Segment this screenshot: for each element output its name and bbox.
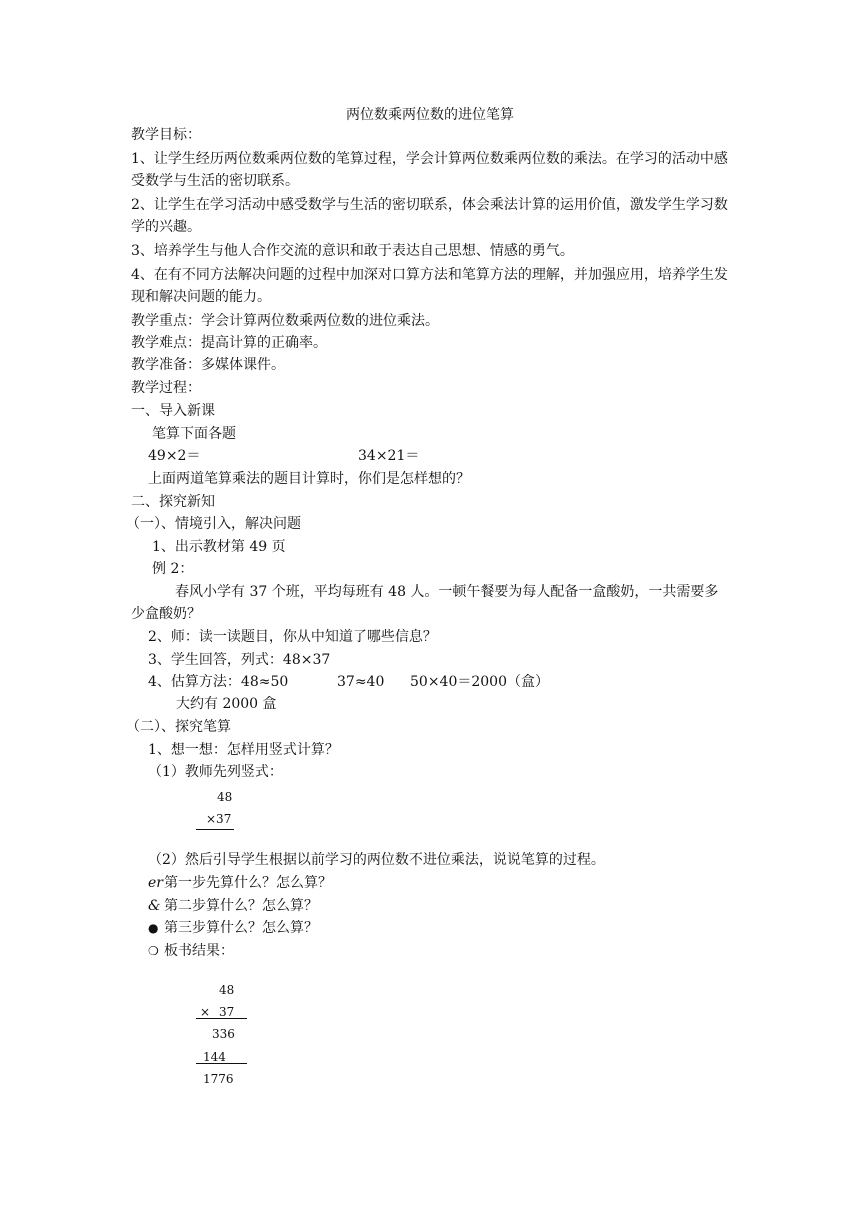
part1-example-text: 春风小学有 37 个班，平均每班有 48 人。一顿午餐要为每人配备一盒酸奶，一共需要多少盒酸奶？ bbox=[131, 584, 719, 622]
bullet-item-1 bbox=[148, 872, 332, 894]
section1-heading: 一、导入新课 bbox=[131, 403, 215, 419]
bullet-2-icon: & bbox=[148, 898, 161, 914]
vertical2-partial1: 336 bbox=[212, 1027, 235, 1041]
part2-think: 1、想一想：怎样用竖式计算？ bbox=[148, 742, 339, 758]
part1-step4-b: 50×40＝2000（盒） bbox=[410, 674, 549, 690]
part2-teacher-write: （1）教师先列竖式： bbox=[148, 764, 283, 780]
section1-prompt: 笔算下面各题 bbox=[152, 426, 236, 442]
vertical1-top: 48 bbox=[217, 790, 233, 804]
goals-heading: 教学目标： bbox=[131, 127, 201, 143]
bullet-item-4 bbox=[148, 940, 234, 962]
bullet-1-text: 第一步先算什么？怎么算？ bbox=[164, 875, 332, 891]
preparation: 教学准备：多媒体课件。 bbox=[131, 357, 285, 373]
process-heading: 教学过程： bbox=[131, 380, 201, 396]
bullet-4-text: 板书结果： bbox=[164, 943, 234, 959]
part2-heading: （二）、探究笔算 bbox=[126, 719, 231, 735]
bullet-item-2 bbox=[148, 895, 318, 917]
goal-item-2: 2、让学生在学习活动中感受数学与生活的密切联系，体会乘法计算的运用价值，激发学生学习数学的兴趣。 bbox=[131, 197, 728, 235]
goal-item-4: 4、在有不同方法解决问题的过程中加深对口算方法和笔算方法的理解，并加强应用，培养学生发现和解决问题的能力。 bbox=[131, 267, 728, 305]
bullet-1-icon: er bbox=[148, 875, 163, 891]
bullet-3-text: 第三步算什么？怎么算？ bbox=[164, 920, 318, 936]
vertical2-times-sign: × bbox=[200, 1005, 211, 1019]
key-point: 教学重点：学会计算两位数乘两位数的进位乘法。 bbox=[131, 313, 439, 329]
part1-step2: 2、师：读一读题目，你从中知道了哪些信息？ bbox=[148, 629, 437, 645]
section1-expr1: 49×2＝ bbox=[148, 448, 201, 464]
vertical2-result: 1776 bbox=[203, 1072, 234, 1086]
part2-guide: （2）然后引导学生根据以前学习的两位数不进位乘法，说说笔算的过程。 bbox=[148, 852, 605, 868]
section2-heading: 二、探究新知 bbox=[131, 494, 215, 510]
bullet-item-3 bbox=[148, 917, 318, 939]
part1-heading: （一）、情境引入，解决问题 bbox=[126, 516, 301, 532]
goal-item-3: 3、培养学生与他人合作交流的意识和敢于表达自己思想、情感的勇气。 bbox=[131, 243, 574, 259]
vertical2-partial2: 144 bbox=[203, 1050, 226, 1064]
difficulty: 教学难点：提高计算的正确率。 bbox=[131, 335, 327, 351]
vertical2-multiplier: 37 bbox=[219, 1005, 235, 1019]
bullet-4-icon: ❍ bbox=[148, 944, 159, 958]
vertical2-rule-1 bbox=[196, 1018, 247, 1019]
vertical2-rule-2 bbox=[196, 1063, 247, 1064]
section1-question: 上面两道笔算乘法的题目计算时，你们是怎样想的？ bbox=[148, 471, 470, 487]
part1-example-label: 例 2： bbox=[152, 561, 194, 577]
bullet-3-icon: ● bbox=[148, 921, 159, 935]
part1-step3: 3、学生回答，列式：48×37 bbox=[148, 652, 331, 668]
vertical1-rule bbox=[196, 829, 234, 830]
goal-item-1: 1、让学生经历两位数乘两位数的笔算过程，学会计算两位数乘两位数的乘法。在学习的活动中感受数学与生活的密切联系。 bbox=[131, 151, 728, 189]
vertical2-top: 48 bbox=[219, 983, 235, 997]
vertical1-bottom: ×37 bbox=[206, 812, 232, 826]
document-title: 两位数乘两位数的进位笔算 bbox=[346, 107, 514, 123]
part1-step1: 1、出示教材第 49 页 bbox=[152, 539, 286, 555]
part1-step4-label: 4、估算方法：48≈50 bbox=[148, 674, 289, 690]
bullet-2-text: 第二步算什么？怎么算？ bbox=[164, 898, 318, 914]
section1-expr2: 34×21＝ bbox=[358, 448, 420, 464]
part1-step4-result: 大约有 2000 盒 bbox=[176, 696, 277, 712]
part1-step4-a: 37≈40 bbox=[337, 674, 385, 690]
